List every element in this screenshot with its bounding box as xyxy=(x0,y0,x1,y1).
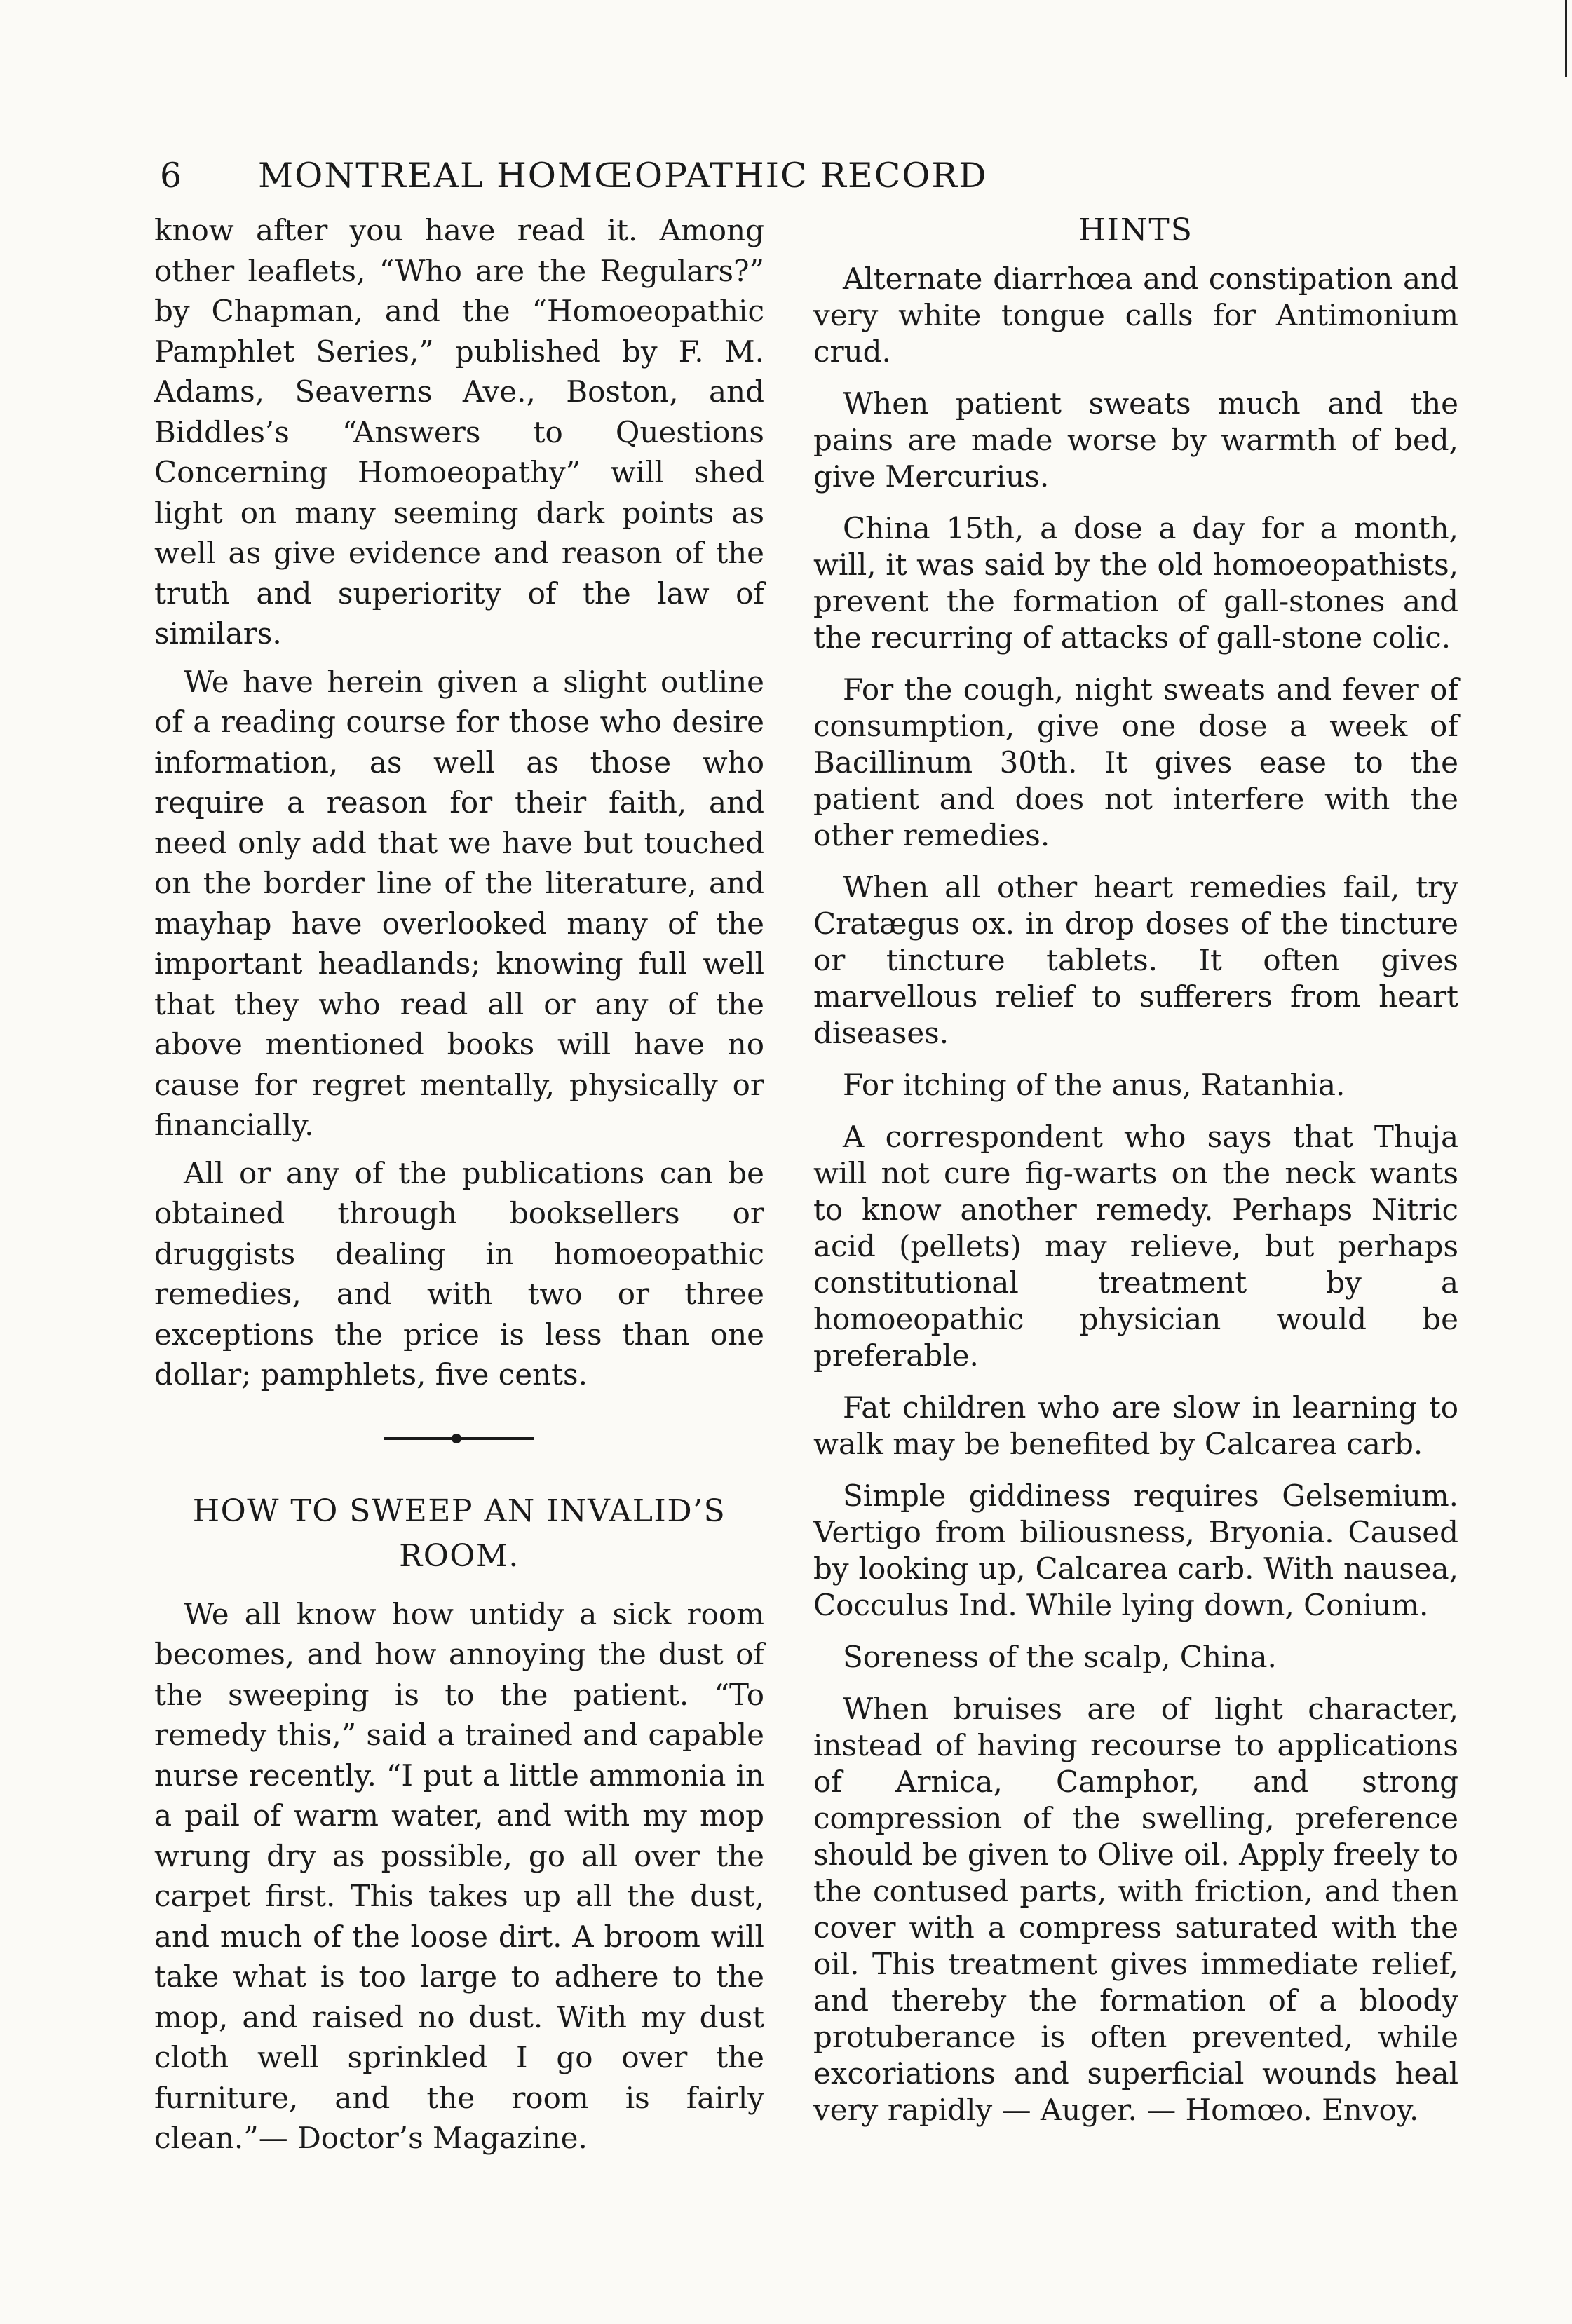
hint-item: Alternate diarrhœa and constipation and very white tongue calls for Antimonium crud. xyxy=(813,261,1458,369)
article-title: HOW TO SWEEP AN INVALID’S ROOM. xyxy=(192,1493,726,1574)
page-edge-rule xyxy=(1565,0,1567,77)
hint-item: Fat children who are slow in learning to walk may be benefited by Calcarea carb. xyxy=(813,1389,1458,1461)
right-column xyxy=(813,210,1458,2144)
hints-heading: HINTS xyxy=(1078,212,1193,248)
hint-item: A correspondent who says that Thuja will not cure fig-warts on the neck wants to know another remedy. Perhaps Nitric acid (pellets) may relieve, but perhaps constitutional treatment by a homoeopathic physician would be preferable. xyxy=(813,1119,1458,1373)
paragraph: We have herein given a slight outline of a reading course for those who desire information, as well as those who require a reason for their faith, and need only add that we have but touched on the border line of the literature, and mayhap have overlooked many of the important headlands; knowing full well that they who read all or any of the above mentioned books will have no cause for regret mentally, physically or financially. xyxy=(154,664,764,1142)
paragraph: All or any of the publications can be obtained through booksellers or druggists dealing in homoeopathic remedies, and with two or three exceptions the price is less than one dollar; pamphlets, five cents. xyxy=(154,1155,764,1392)
article-body: We all know how untidy a sick room becomes, and how annoying the dust of the sweeping is to the patient. “To remedy this,” said a trained and capable nurse recently. “I put a little ammonia in a pail of warm water, and with my mop wrung dry as possible, go all over the carpet first. This takes up all the dust, and much of the loose dirt. A broom will take what is too large to adhere to the mop, and raised no dust. With my dust cloth well sprinkled I go over the furniture, and the room is fairly clean.”— Doctor’s Magazine. xyxy=(154,1596,764,2155)
journal-title: MONTREAL HOMŒOPATHIC RECORD xyxy=(258,156,988,196)
hint-item: Soreness of the scalp, China. xyxy=(843,1639,1277,1674)
hint-item: China 15th, a dose a day for a month, will, it was said by the old homoeopathists, prevent the formation of gall-stones and the recurring of attacks of gall-stone colic. xyxy=(813,510,1458,655)
hint-item: When all other heart remedies fail, try Cratægus ox. in drop doses of the tincture or tincture tablets. It often gives marvellous relief to sufferers from heart diseases. xyxy=(813,869,1458,1050)
hint-item: For itching of the anus, Ratanhia. xyxy=(843,1067,1346,1102)
page-number: 6 xyxy=(160,156,184,196)
paragraph-continued: know after you have read it. Among other leaflets, “Who are the Regulars?” by Chapman, and the “Homoeopathic Pamphlet Series,” published by F. M. Adams, Seaverns Ave., Boston, and Biddles’s “Answers to Questions Concerning Homoeopathy” will shed light on many seeming dark points as well as give evidence and reason of the truth and superiority of the law of similars. xyxy=(154,213,764,651)
hint-item: Simple giddiness requires Gelsemium. Vertigo from biliousness, Bryonia. Caused by looking up, Calcarea carb. With nausea, Cocculus Ind. While lying down, Conium. xyxy=(813,1478,1458,1622)
hint-item: For the cough, night sweats and fever of consumption, give one dose a week of Bacillinum 30th. It gives ease to the patient and does not interfere with the other remedies. xyxy=(813,672,1458,852)
section-divider xyxy=(384,1437,534,1440)
left-column xyxy=(154,210,764,2166)
divider-dot xyxy=(452,1434,461,1443)
running-header xyxy=(160,156,1141,196)
hint-item: When patient sweats much and the pains are made worse by warmth of bed, give Mercurius. xyxy=(813,386,1458,494)
hint-item: When bruises are of light character, instead of having recourse to applications of Arnica, Camphor, and strong compression of the swelling, preference should be given to Olive oil. Apply freely to the contused parts, with friction, and then cover with a compress saturated with the oil. This treatment gives immediate relief, and thereby the formation of a bloody protuberance is often prevented, while excoriations and superficial wounds heal very rapidly — Auger. — Homœo. Envoy. xyxy=(813,1691,1458,2127)
